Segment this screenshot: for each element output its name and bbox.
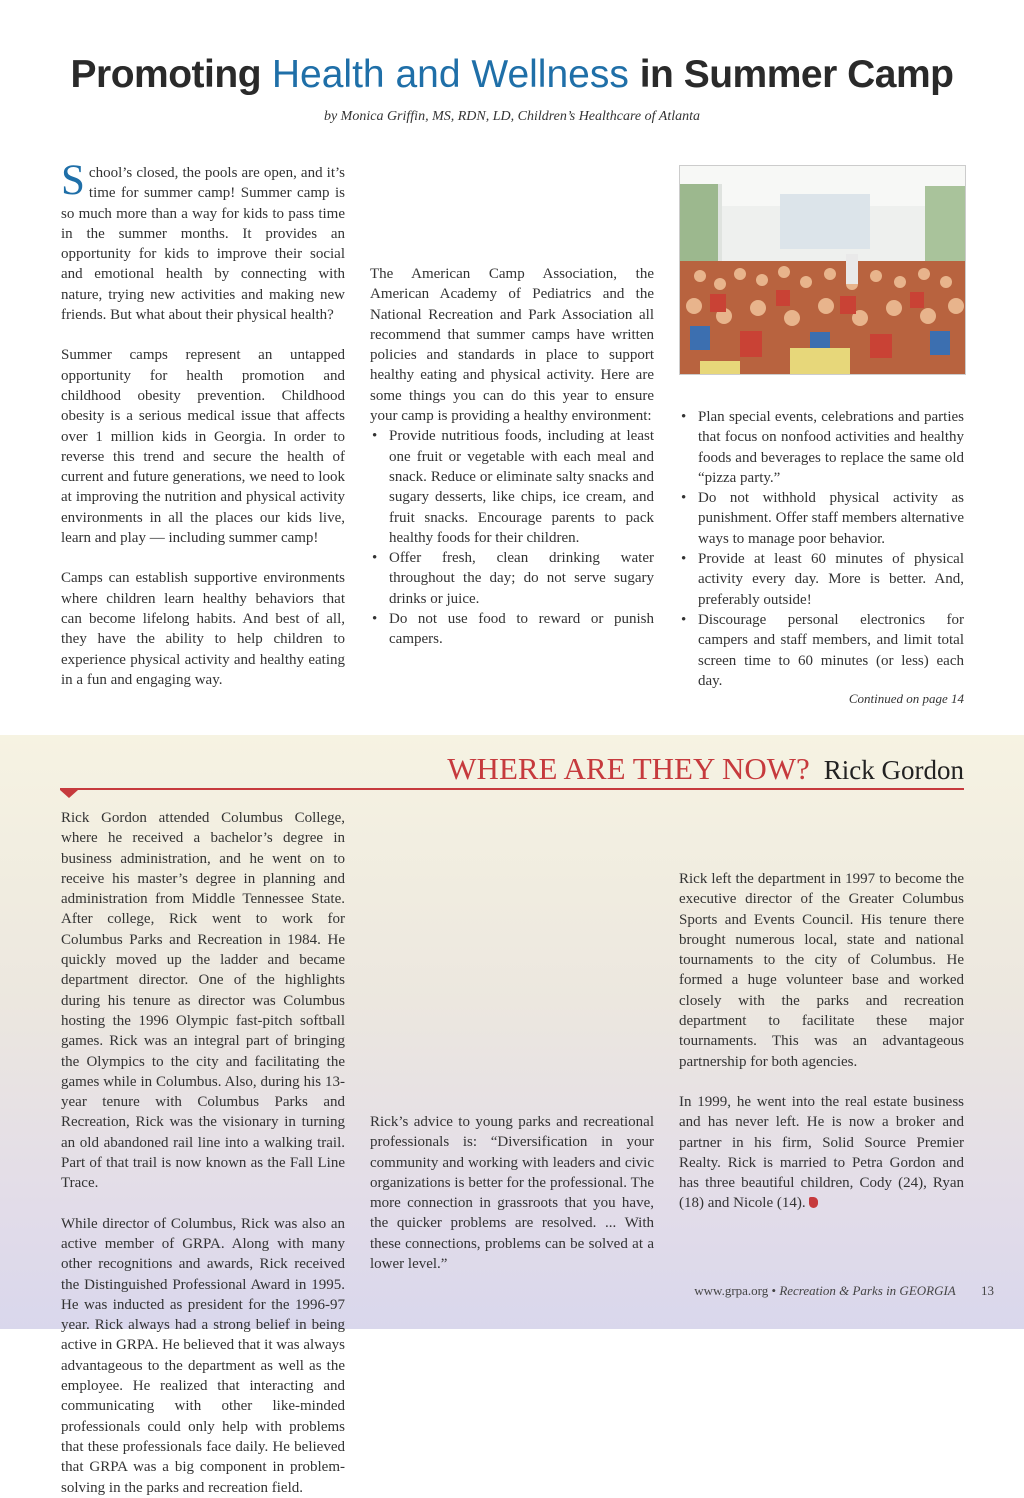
- article-paragraph-2: Summer camps represent an untapped opportunity for health promotion and childhood obesity prevention. Childhood obesity is a serious medical issue that affects over 1 million kids in Georgia. In order to reverse this trend and secure the health of current and future generations, we need to look at improving the nutrition and physical activity environments in all the places our kids live, learn and play — including summer camp!: [61, 347, 345, 547]
- section-heading: WHERE ARE THEY NOW?: [447, 751, 810, 786]
- list-item: • Plan special events, celebrations and parties that focus on nonfood activities and healthy foods and beverages to replace the same old “pizza party.”: [679, 407, 964, 488]
- article-column-1: [61, 157, 345, 688]
- bullet-list-1: [370, 426, 654, 649]
- article-title: [0, 52, 1024, 98]
- page-number: 13: [981, 1283, 994, 1298]
- profile-column-2: [370, 808, 654, 1273]
- profile-column-3: [679, 808, 964, 1214]
- byline: by Monica Griffin, MS, RDN, LD, Children’s Healthcare of Atlanta: [323, 109, 701, 124]
- footer-url[interactable]: www.grpa.org: [694, 1283, 769, 1298]
- profile-paragraph-5: In 1999, he went into the real estate business and has never left. He is now a broker and partner in his firm, Solid Source Premier Realty. Rick is married to Petra Gordon and has three beautiful children, Cody (24), Ryan (18) and Nicole (14).: [679, 1093, 964, 1212]
- profile-column-1: [61, 808, 345, 1496]
- profile-paragraph-1: Rick Gordon attended Columbus College, where he received a bachelor’s degree in business administration, and he went on to receive his master’s degree in planning and administration from Middle Tennessee State. After college, Rick went to work for Columbus Parks and Recreation in 1984. He quickly moved up the ladder and became department director. One of the highlights during his tenure as director was Columbus hosting the 1996 Olympic fast-pitch softball games. Rick was an integral part of bringing the Olympics to the city and facilitating the games while in Columbus. Also, during his 13-year tenure with Columbus Parks and Recreation, Rick was the visionary in turning an old abandoned rail line into a walking trail. Part of that trail is now known as the Fall Line Trace.: [61, 810, 345, 1192]
- continued-note: Continued on page 14: [848, 691, 964, 706]
- article-column-2: [370, 163, 654, 650]
- profile-name: Rick Gordon: [823, 755, 964, 785]
- divider-pointer: [60, 790, 78, 798]
- article-paragraph-4: The American Camp Association, the American Academy of Pediatrics and the National Recreation and Park Association all recommend that summer camps have written policies and standards in place to support healthy eating and physical activity. Here are some things you can do this year to ensure your camp is providing a healthy environment:: [370, 266, 654, 425]
- page-footer: [620, 1283, 994, 1299]
- summer-camp-photo: [679, 165, 966, 375]
- bullet-list-2: [679, 407, 964, 691]
- list-item: • Do not withhold physical activity as punishment. Offer staff members alternative ways to manage poor behavior.: [679, 488, 964, 549]
- list-item: • Provide nutritious foods, including at least one fruit or vegetable with each meal and snack. Reduce or eliminate salty snacks and sugary desserts, like chips, ice cream, and fruit snacks. Encourage parents to pack healthy foods for their children.: [370, 426, 654, 548]
- title-part-3: in Summer Camp: [639, 53, 954, 96]
- list-item: • Do not use food to reward or punish campers.: [370, 609, 654, 650]
- profile-paragraph-4: Rick left the department in 1997 to become the executive director of the Greater Columbus Sports and Events Council. His tenure there brought numerous local, state and national tournaments to the city of Columbus. He formed a huge volunteer base and worked closely with the parks and recreation department to facilitate these major tournaments. This was an advantageous partnership for both agencies.: [679, 871, 964, 1070]
- drop-cap: S: [61, 157, 85, 204]
- title-part-1: Promoting: [70, 53, 262, 96]
- article-column-3: [679, 407, 964, 691]
- profile-paragraph-3: Rick’s advice to young parks and recreational professionals is: “Diversification in your community and working with leaders and civic organizations is better for the professional. The more connection in grassroots that you have, the quicker problems are resolved. ... With these connections, problems can be solved at a lower level.”: [370, 1114, 654, 1273]
- end-mark-icon: [809, 1197, 818, 1208]
- divider: [60, 788, 964, 790]
- footer-separator: •: [771, 1283, 777, 1298]
- list-item: • Offer fresh, clean drinking water throughout the day; do not serve sugary drinks or juice.: [370, 548, 654, 609]
- where-heading: [447, 751, 964, 787]
- profile-paragraph-2: While director of Columbus, Rick was also an active member of GRPA. Along with many other recognitions and awards, Rick received the Distinguished Professional Award in 1995. He was inducted as president for the 1996-97 year. Rick always had a strong belief in being active in GRPA. He believed that it was always advantageous to the department as well as the employee. He realized that interacting and communicating with other like-minded professionals could only help with problems that these professionals face daily. He believed that GRPA was a big component in problem-solving in the parks and recreation field.: [61, 1215, 345, 1496]
- article-paragraph-1: School’s closed, the pools are open, and it’s time for summer camp! Summer camp is so much more than a way for kids to pass time in the summer months. It provides an opportunity for kids to improve their social and emotional health by connecting with nature, trying new activities and making new friends. But what about their physical health?: [61, 157, 345, 324]
- article-paragraph-3: Camps can establish supportive environments where children learn healthy behaviors that can become lifelong habits. And best of all, they have the ability to help children to experience physical activity and healthy eating in a fun and engaging way.: [61, 570, 345, 688]
- title-part-2: Health and Wellness: [271, 53, 629, 96]
- list-item: • Provide at least 60 minutes of physical activity every day. More is better. And, preferably outside!: [679, 549, 964, 610]
- footer-publication: Recreation & Parks in GEORGIA: [779, 1283, 956, 1298]
- list-item: • Discourage personal electronics for campers and staff members, and limit total screen time to 60 minutes (or less) each day.: [679, 610, 964, 691]
